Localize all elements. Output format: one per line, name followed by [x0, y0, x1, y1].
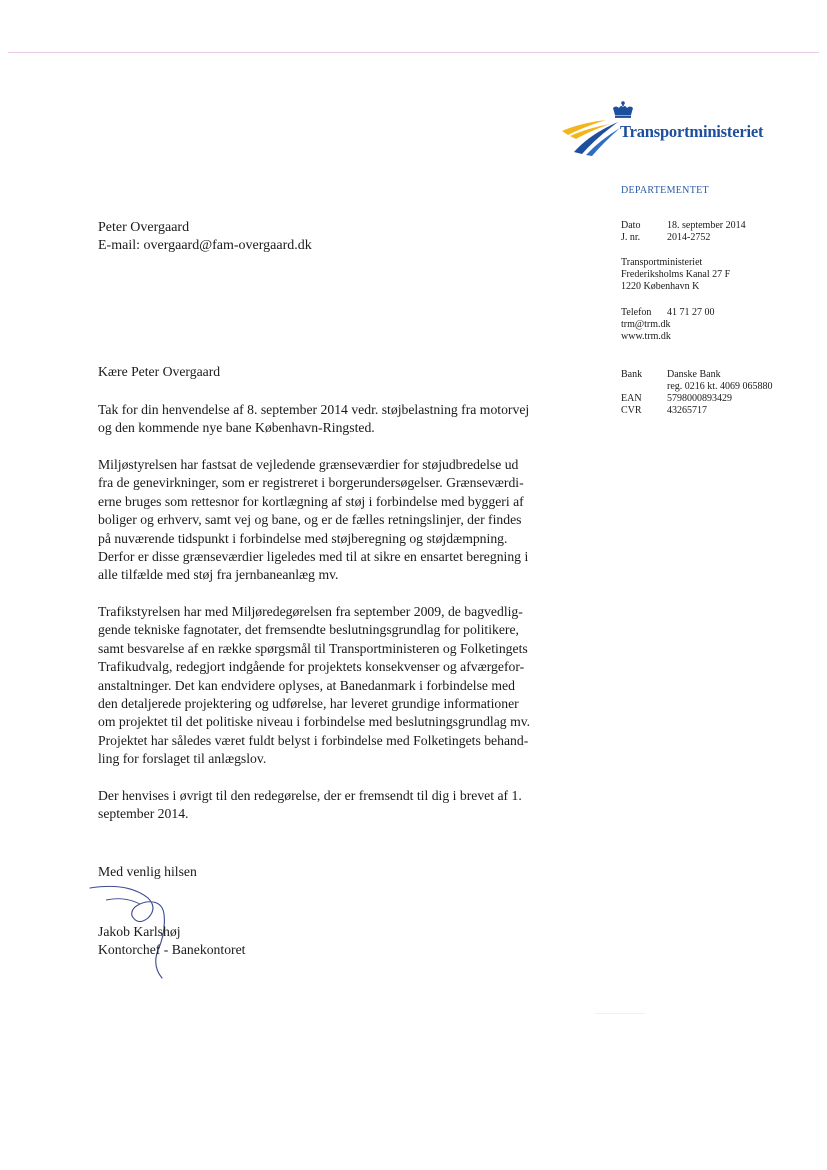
paragraph-line: om projektet til det politiske niveau i forbindelse med beslutningsgrundlag mv.: [98, 714, 531, 730]
phone-label: Telefon: [621, 307, 652, 318]
address-line-1: Transportministeriet: [621, 257, 703, 268]
phone-row: [621, 307, 715, 319]
ministry-name: Transportministeriet: [620, 122, 764, 141]
recipient-email[interactable]: E-mail: overgaard@fam-overgaard.dk: [98, 238, 312, 253]
paragraph-line: den detaljerede projektering og udførelse, har leveret grundige informationer: [98, 696, 519, 712]
paragraph-line: boliger og erhverv, samt vej og bane, og er de fælles retningslinjer, der findes: [98, 512, 522, 528]
paragraph-line: Tak for din henvendelse af 8. september 2014 vedr. støjbelastning fra motorvej: [98, 402, 530, 417]
ean-row: [621, 393, 732, 405]
journal-value: 2014-2752: [667, 232, 711, 243]
paragraph-line: Projektet har således været fuldt belyst i forbindelse med Folketingets behand-: [98, 732, 529, 748]
paragraph-line: samt besvarelse af en række spørgsmål til Transportministeren og Folketingets: [98, 640, 528, 656]
ministry-logo: [560, 98, 780, 158]
paragraph-line: erne bruges som rettesnor for kortlægning af støj i forbindelse med byggeri af: [98, 493, 524, 509]
paragraph-line: Trafikudvalg, redegjort indgående for projektets konsekvenser og afværgefor-: [98, 659, 525, 675]
bank-row: [621, 369, 721, 381]
cvr-row: [621, 405, 707, 417]
signer-name: Jakob Karlshøj: [98, 924, 181, 939]
address-line-3: 1220 København K: [621, 281, 700, 292]
paragraph-line: Derfor er disse grænseværdier ligeledes med til at sikre en ensartet beregning i: [98, 549, 529, 565]
email-link[interactable]: trm@trm.dk: [621, 319, 671, 330]
paragraph-line: og den kommende nye bane København-Ringsted.: [98, 420, 375, 436]
paragraph-1: [98, 401, 588, 438]
address-line-2: Frederiksholms Kanal 27 F: [621, 269, 731, 280]
paragraph-2: [98, 456, 588, 585]
paragraph-line: september 2014.: [98, 806, 189, 822]
date-row: [621, 220, 746, 232]
paragraph-line: Miljøstyrelsen har fastsat de vejledende grænseværdier for støjudbredelse ud: [98, 457, 519, 472]
date-label: Dato: [621, 220, 641, 231]
date-value: 18. september 2014: [667, 220, 746, 231]
recipient-block: [98, 219, 312, 255]
bank-label: Bank: [621, 369, 643, 380]
paragraph-line: Der henvises i øvrigt til den redegørelse, der er fremsendt til dig i brevet af 1.: [98, 788, 522, 803]
phone-value: 41 71 27 00: [667, 307, 715, 318]
recipient-name: Peter Overgaard: [98, 220, 190, 235]
department-label: DEPARTEMENTET: [621, 185, 709, 196]
journal-row: [621, 232, 710, 244]
cvr-value: 43265717: [667, 405, 707, 416]
bank-reg-row: [621, 381, 773, 393]
header-rule: [8, 52, 819, 53]
paragraph-line: anstaltninger. Det kan endvidere oplyses, at Banedanmark i forbindelse med: [98, 677, 515, 693]
web-link[interactable]: www.trm.dk: [621, 331, 671, 342]
closing: Med venlig hilsen: [98, 864, 197, 879]
scan-artifact: [595, 1013, 645, 1014]
paragraph-line: fra de genevirkninger, som er registreret i borgerundersøgelser. Grænseværdi-: [98, 475, 524, 491]
paragraph-line: alle tilfælde med støj fra jernbaneanlæg mv.: [98, 567, 339, 583]
paragraph-3: [98, 603, 588, 769]
journal-label: J. nr.: [621, 232, 641, 243]
paragraph-line: på nuværende tidspunkt i forbindelse med støjberegning og støjdæmpning.: [98, 530, 508, 546]
cvr-label: CVR: [621, 405, 642, 416]
greeting: Kære Peter Overgaard: [98, 364, 221, 379]
ean-value: 5798000893429: [667, 393, 732, 404]
ean-label: EAN: [621, 393, 642, 404]
paragraph-line: Trafikstyrelsen har med Miljøredegørelsen fra september 2009, de bagvedlig-: [98, 604, 523, 619]
paragraph-line: ling for forslaget til anlægslov.: [98, 751, 267, 767]
bank-name: Danske Bank: [667, 369, 721, 380]
paragraph-4: [98, 787, 588, 824]
signer-title: Kontorchef - Banekontoret: [98, 942, 246, 957]
bank-reg: reg. 0216 kt. 4069 065880: [667, 381, 773, 392]
paragraph-line: gende tekniske fagnotater, det fremsendte beslutningsgrundlag for politikere,: [98, 622, 519, 638]
